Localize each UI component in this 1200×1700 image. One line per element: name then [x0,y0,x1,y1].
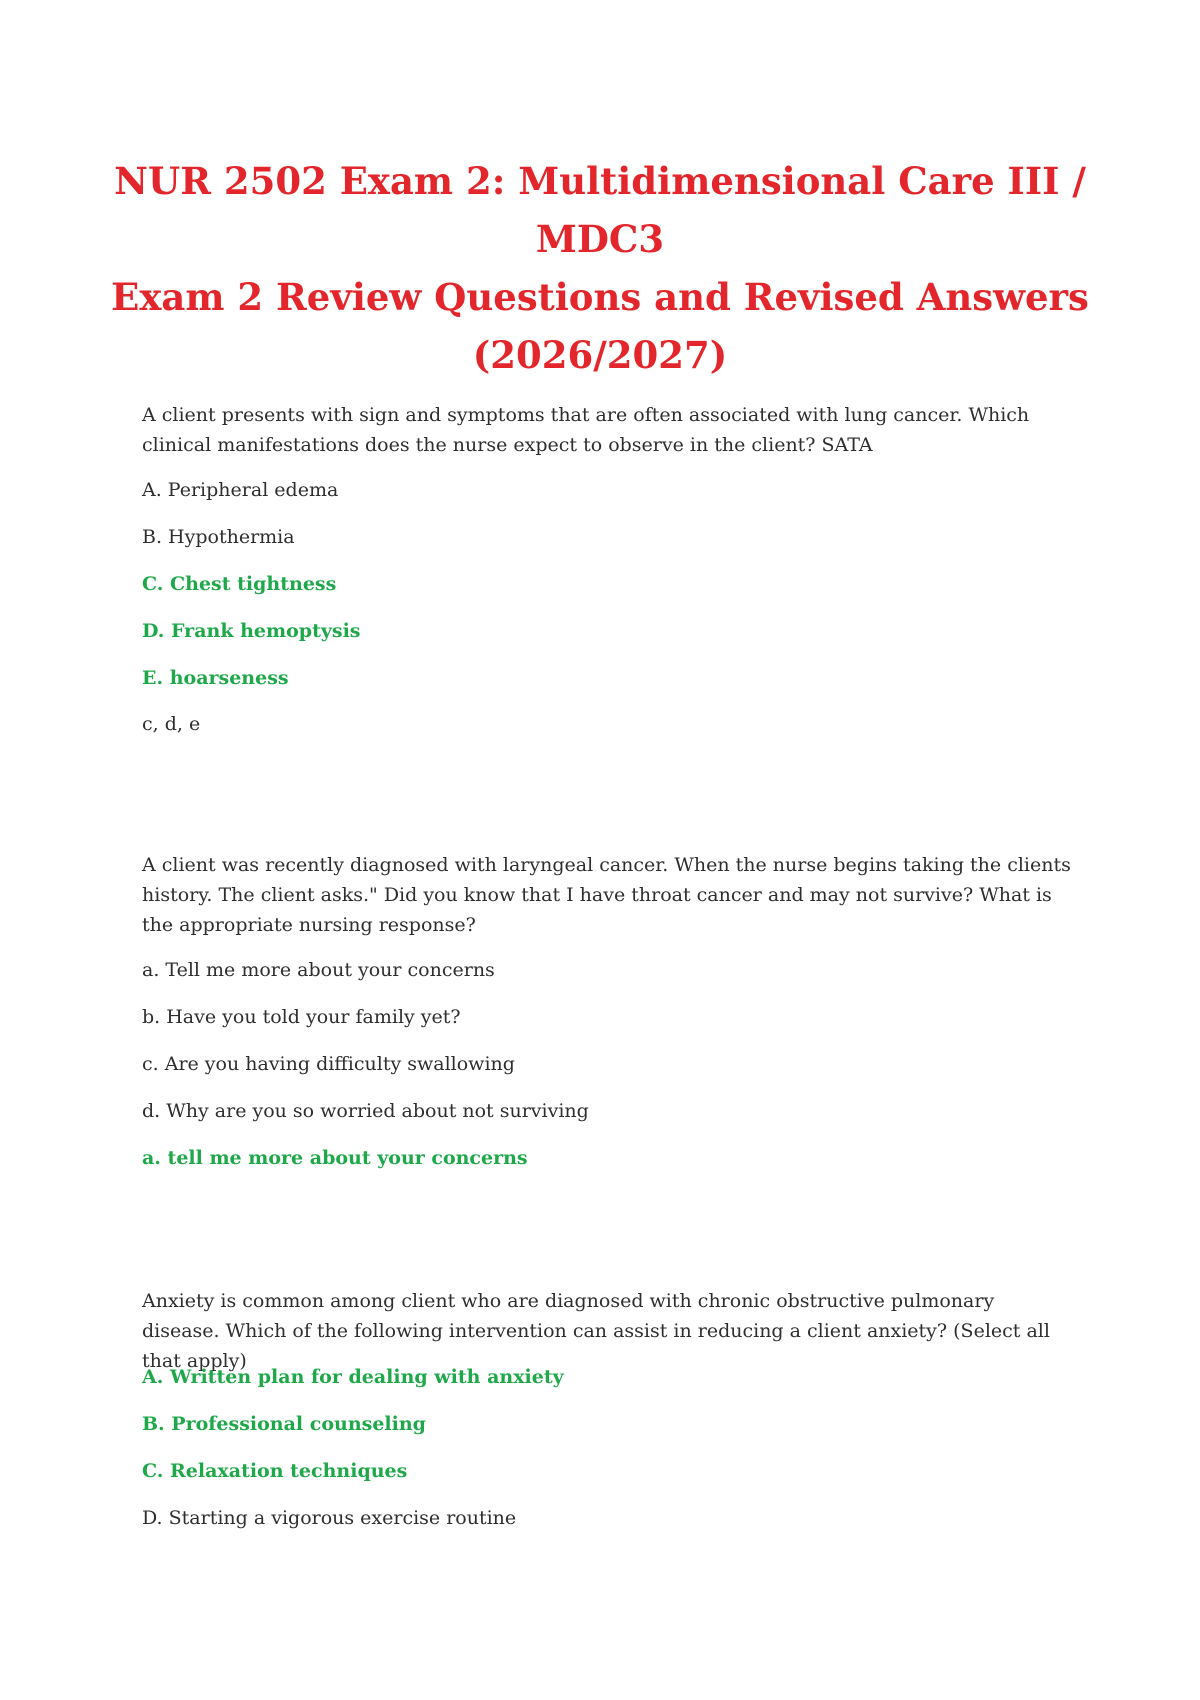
question-1-option-a: A. Peripheral edema [142,479,339,501]
question-1-option-c: C. Chest tightness [142,573,337,595]
question-3-text: Anxiety is common among client who are diagnosed with chronic obstructive pulmonary disease. Which of the following intervention can assist in reducing a client anxiety? (Select all that apply) [142,1290,1050,1372]
title-line-2: Exam 2 Review Questions and Revised Answers [111,275,1089,319]
question-2-option-b: b. Have you told your family yet? [142,1006,461,1028]
question-2-option-c: c. Are you having difficulty swallowing [142,1053,515,1075]
question-1-option-b: B. Hypothermia [142,526,295,548]
question-3-option-a: A. Written plan for dealing with anxiety [142,1366,564,1388]
question-2-text: A client was recently diagnosed with laryngeal cancer. When the nurse begins taking the clients history. The client asks." Did you know that I have throat cancer and may not survive? What is the appropriate nursing response? [142,854,1071,936]
question-3-option-b: B. Professional counseling [142,1413,426,1435]
question-1-text: A client presents with sign and symptoms that are often associated with lung cancer. Which clinical manifestations does the nurse expect to observe in the client? SATA [142,404,1030,456]
question-1-option-e: E. hoarseness [142,667,289,689]
question-1-answer: c, d, e [142,713,201,735]
question-2-option-d: d. Why are you so worried about not surviving [142,1100,589,1122]
question-2-answer: a. tell me more about your concerns [142,1147,528,1169]
question-1-option-d: D. Frank hemoptysis [142,620,361,642]
document-title [100,152,1100,384]
title-line-1: NUR 2502 Exam 2: Multidimensional Care III / MDC3 [114,159,1086,261]
question-2-option-a: a. Tell me more about your concerns [142,959,495,981]
question-3-option-d: D. Starting a vigorous exercise routine [142,1507,517,1529]
title-line-3: (2026/2027) [472,333,728,377]
question-3-option-c: C. Relaxation techniques [142,1460,408,1482]
